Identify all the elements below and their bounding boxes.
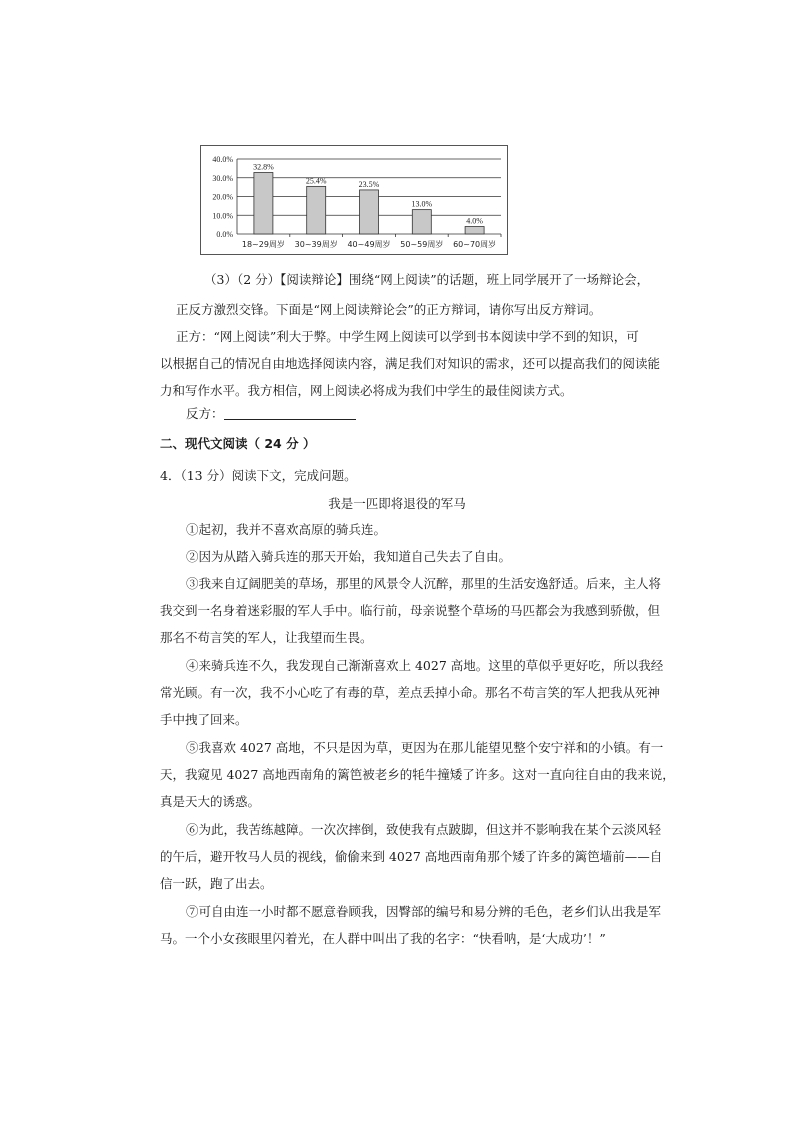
paragraph-6-line-1: ⑥为此，我苦练越障。一次次摔倒，致使我有点跛脚，但这并不影响我在某个云淡风轻: [186, 822, 662, 837]
x-tick-label: 40~49周岁: [347, 240, 391, 249]
paragraph-7-line-2: 马。一个小女孩眼里闪着光，在人群中叫出了我的名字：“快看呐，是‘大成功’！”: [160, 931, 606, 946]
q3-line-1: （3）（2 分）【阅读辩论】围绕“网上阅读”的话题，班上同学展开了一场辩论会，: [204, 272, 650, 287]
bar: [307, 186, 326, 234]
paragraph-3-line-3: 那名不苟言笑的军人，让我望而生畏。: [160, 630, 373, 645]
paragraph-5-line-3: 真是天大的诱惑。: [160, 794, 261, 809]
paragraph-1: ①起初，我并不喜欢高原的骑兵连。: [186, 522, 387, 537]
paragraph-4-line-1: ④来骑兵连不久，我发现自己渐渐喜欢上 4027 高地。这里的草似乎更好吃，所以我经: [186, 658, 664, 673]
y-tick-label: 0.0%: [216, 230, 233, 239]
y-tick-label: 20.0%: [212, 192, 233, 202]
bar: [412, 210, 431, 234]
bar: [254, 173, 273, 235]
paragraph-5-line-2: 天，我窥见 4027 高地西南角的篱笆被老乡的牦牛撞矮了许多。这对一直向往自由的我来说，: [160, 767, 675, 782]
chart-canvas: [201, 146, 509, 256]
bar: [465, 227, 484, 235]
article-title: 我是一匹即将退役的军马: [328, 496, 466, 511]
paragraph-6-line-3: 信一跃，跑了出去。: [160, 876, 273, 891]
fan-label: 反方：: [186, 406, 224, 421]
fan-answer-line: [186, 406, 356, 422]
section-heading: 二、现代文阅读（ 24 分 ）: [160, 436, 316, 451]
y-tick-label: 30.0%: [212, 173, 233, 183]
q4-prompt: 4．（13 分）阅读下文，完成问题。: [160, 468, 357, 483]
data-label: 23.5%: [358, 179, 380, 189]
x-tick-label: 18~29周岁: [241, 240, 285, 249]
data-label: 13.0%: [411, 199, 433, 209]
x-tick-label: 30~39周岁: [294, 240, 338, 249]
y-tick-label: 40.0%: [212, 155, 233, 164]
zheng-line-1: 正方：“网上阅读”利大于弊。中学生网上阅读可以学到书本阅读中学不到的知识，可: [176, 329, 639, 344]
paragraph-2: ②因为从踏入骑兵连的那天开始，我知道自己失去了自由。: [186, 549, 512, 564]
x-tick-label: 50~59周岁: [400, 240, 444, 249]
paragraph-3-line-2: 我交到一名身着迷彩服的军人手中。临行前，母亲说整个草场的马匹都会为我感到骄傲，但: [160, 603, 661, 618]
paragraph-3-line-1: ③我来自辽阔肥美的草场，那里的风景令人沉醉，那里的生活安逸舒适。后来，主人将: [186, 576, 662, 591]
x-tick-label: 60~70周岁: [453, 240, 497, 249]
q3-line-2: 正反方激烈交锋。下面是“网上阅读辩论会”的正方辩词，请你写出反方辩词。: [176, 302, 602, 317]
paragraph-7-line-1: ⑦可自由连一小时都不愿意眷顾我，因臀部的编号和易分辨的毛色，老乡们认出我是军: [186, 904, 662, 919]
bar-chart: [200, 145, 508, 255]
paragraph-6-line-2: 的午后，避开牧马人员的视线，偷偷来到 4027 高地西南角那个矮了许多的篱笆墙前——自: [160, 849, 663, 864]
data-label: 32.8%: [253, 162, 274, 172]
paragraph-4-line-3: 手中拽了回来。: [160, 712, 248, 727]
answer-blank[interactable]: [224, 407, 356, 420]
data-label: 25.4%: [305, 176, 327, 186]
zheng-line-2: 以根据自己的情况自由地选择阅读内容，满足我们对知识的需求，还可以提高我们的阅读能: [160, 356, 661, 371]
data-label: 4.0%: [466, 216, 483, 226]
y-tick-label: 10.0%: [212, 211, 233, 221]
paragraph-4-line-2: 常光顾。有一次，我不小心吃了有毒的草，差点丢掉小命。那名不苟言笑的军人把我从死神: [160, 685, 661, 700]
zheng-line-3: 力和写作水平。我方相信，网上阅读必将成为我们中学生的最佳阅读方式。: [160, 383, 573, 398]
bar: [360, 190, 379, 234]
paragraph-5-line-1: ⑤我喜欢 4027 高地，不只是因为草，更因为在那儿能望见整个安宁祥和的小镇。有一: [186, 740, 664, 755]
